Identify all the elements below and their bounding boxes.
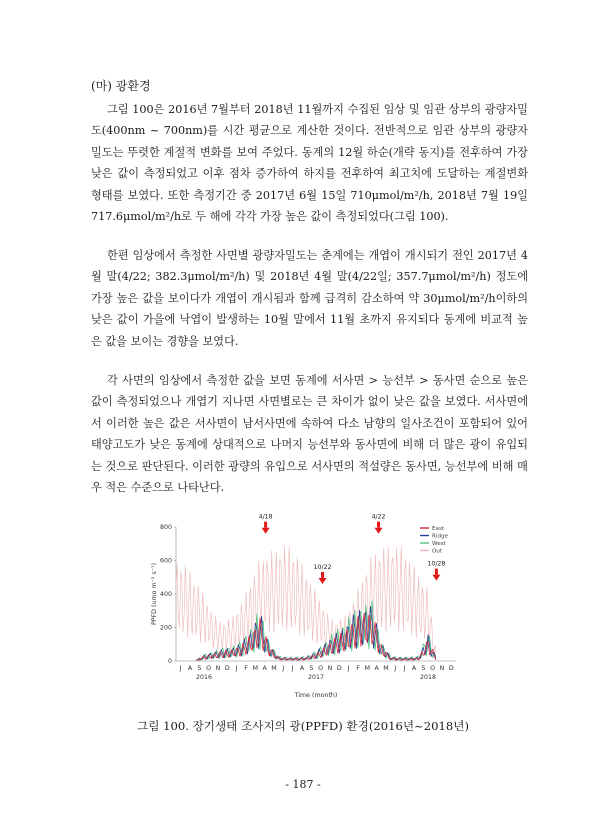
ppfd-chart — [146, 513, 466, 708]
annotation-arrow-shaft — [321, 572, 324, 578]
y-axis-label: PPFD (umo m⁻² s⁻¹) — [151, 562, 158, 626]
annotation-arrow-shaft — [435, 569, 438, 575]
x-tick-label: O — [206, 665, 212, 672]
x-tick-label: J — [282, 665, 285, 672]
x-tick-label: M — [271, 665, 277, 672]
annotation-arrow-shaft — [264, 522, 267, 528]
x-tick-label: O — [430, 665, 436, 672]
x-tick-label: S — [197, 665, 202, 672]
x-tick-label: D — [224, 665, 230, 672]
x-tick-label: J — [291, 665, 294, 672]
paragraph-1: 그림 100은 2016년 7월부터 2018년 11월까지 수집된 임상 및 임관 상부의 광량자밀도(400nm ~ 700nm)를 시간 평균으로 계산한 것이다. 전반적으로 임관 상부의 광량자 밀도는 뚜렷한 계절적 변화를 보여 주었다. 동계의 12월 하순(개략 동지)를 전후하여 가장 낮은 값이 측정되었고 이후 점차 증가하여 하지를 전후하여 최고치에 도달하는 계절변화 형태를 보였다. 또한 측정기간 중 2017년 6월 15일 710μmol/m²/h, 2018년 7월 19일 717.6μmol/m²/h로 두 해에 각각 가장 높은 값이 측정되었다(그림 100). — [91, 103, 528, 224]
y-tick-label: 0 — [167, 658, 172, 665]
x-tick-label: A — [187, 665, 193, 672]
legend-label-west: West — [432, 541, 446, 547]
x-tick-label: F — [356, 665, 360, 672]
x-tick-label: F — [244, 665, 248, 672]
x-tick-label: D — [448, 665, 454, 672]
year-label: 2017 — [307, 674, 325, 681]
x-tick-label: J — [403, 665, 406, 672]
annotation-arrow-head — [375, 528, 383, 534]
y-tick-label: 600 — [159, 557, 172, 565]
year-label: 2018 — [419, 674, 437, 681]
x-tick-label: D — [336, 665, 342, 672]
x-axis-label: Time (month) — [294, 692, 338, 699]
annotation-label: 10/22 — [313, 563, 332, 571]
x-tick-label: A — [411, 665, 417, 672]
ppfd-chart-svg — [146, 513, 466, 708]
x-tick-label: M — [383, 665, 389, 672]
x-tick-label: A — [374, 665, 379, 672]
x-tick-label: J — [347, 665, 350, 672]
y-tick-label: 800 — [159, 524, 172, 531]
legend-label-out: Out — [432, 548, 443, 555]
x-tick-label: M — [364, 665, 371, 672]
page-number: - 187 - — [285, 778, 321, 791]
annotation-arrow-head — [432, 575, 440, 581]
paragraph-2: 한편 임상에서 측정한 사면별 광량자밀도는 춘계에는 개엽이 개시되기 전인 2017년 4월 말(4/22; 382.3μmol/m²/h) 및 2018년 4월 말(4/22일; 357.7μmol/m²/h) 정도에 가장 높은 값을 보이다가 개엽이 개시됨과 함께 급격히 감소하여 약 30μmol/m²/h이하의 낮은 값이 가을에 낙엽이 발생하는 10월 말에서 11월 초까지 유지되다 동계에 비교적 높은 값을 보이는 경향을 보였다. — [91, 249, 528, 348]
x-tick-label: A — [299, 665, 305, 672]
x-tick-label: J — [235, 665, 238, 672]
x-tick-label: N — [327, 665, 333, 672]
section-heading: (마) 광환경 — [91, 79, 151, 93]
y-tick-label: 400 — [159, 591, 172, 598]
legend-label-ridge: Ridge — [432, 533, 448, 540]
x-tick-label: M — [252, 665, 259, 672]
x-tick-label: S — [421, 665, 426, 672]
paragraph-3: 각 사면의 임상에서 측정한 값을 보면 동계에 서사면 > 능선부 > 동사면 순으로 높은 값이 측정되었으나 개엽기 지나면 사면별로는 큰 차이가 없이 낮은 값을 보였다. 서사면에서 이러한 높은 값은 서사면이 남서사면에 속하여 다소 남향의 일사조건이 포함되어 있어 태양고도가 낮은 동계에 상대적으로 나머지 능선부와 동사면에 비해 더 많은 광이 유입되는 것으로 판단된다. 이러한 광량의 유입으로 서사면의 적설량은 동사면, 능선부에 비해 매우 적은 수준으로 나타난다. — [91, 374, 528, 495]
x-tick-label: A — [262, 665, 267, 672]
x-tick-label: N — [439, 665, 445, 672]
annotation-label: 4/18 — [258, 513, 273, 521]
figure-caption: 그림 100. 장기생태 조사지의 광(PPFD) 환경(2016년~2018년) — [137, 719, 469, 733]
annotation-label: 10/28 — [427, 560, 446, 568]
y-tick-label: 200 — [159, 624, 172, 632]
legend-label-east: East — [432, 526, 445, 532]
year-label: 2016 — [195, 674, 213, 681]
x-tick-label: N — [215, 665, 221, 672]
x-tick-label: O — [318, 665, 324, 672]
series-line-out — [176, 546, 436, 653]
x-tick-label: J — [394, 665, 397, 672]
annotation-arrow-head — [262, 528, 270, 534]
annotation-label: 4/22 — [371, 513, 386, 521]
x-tick-label: J — [179, 665, 182, 672]
x-tick-label: S — [309, 665, 314, 672]
annotation-arrow-shaft — [377, 522, 380, 528]
annotation-arrow-head — [319, 578, 327, 584]
